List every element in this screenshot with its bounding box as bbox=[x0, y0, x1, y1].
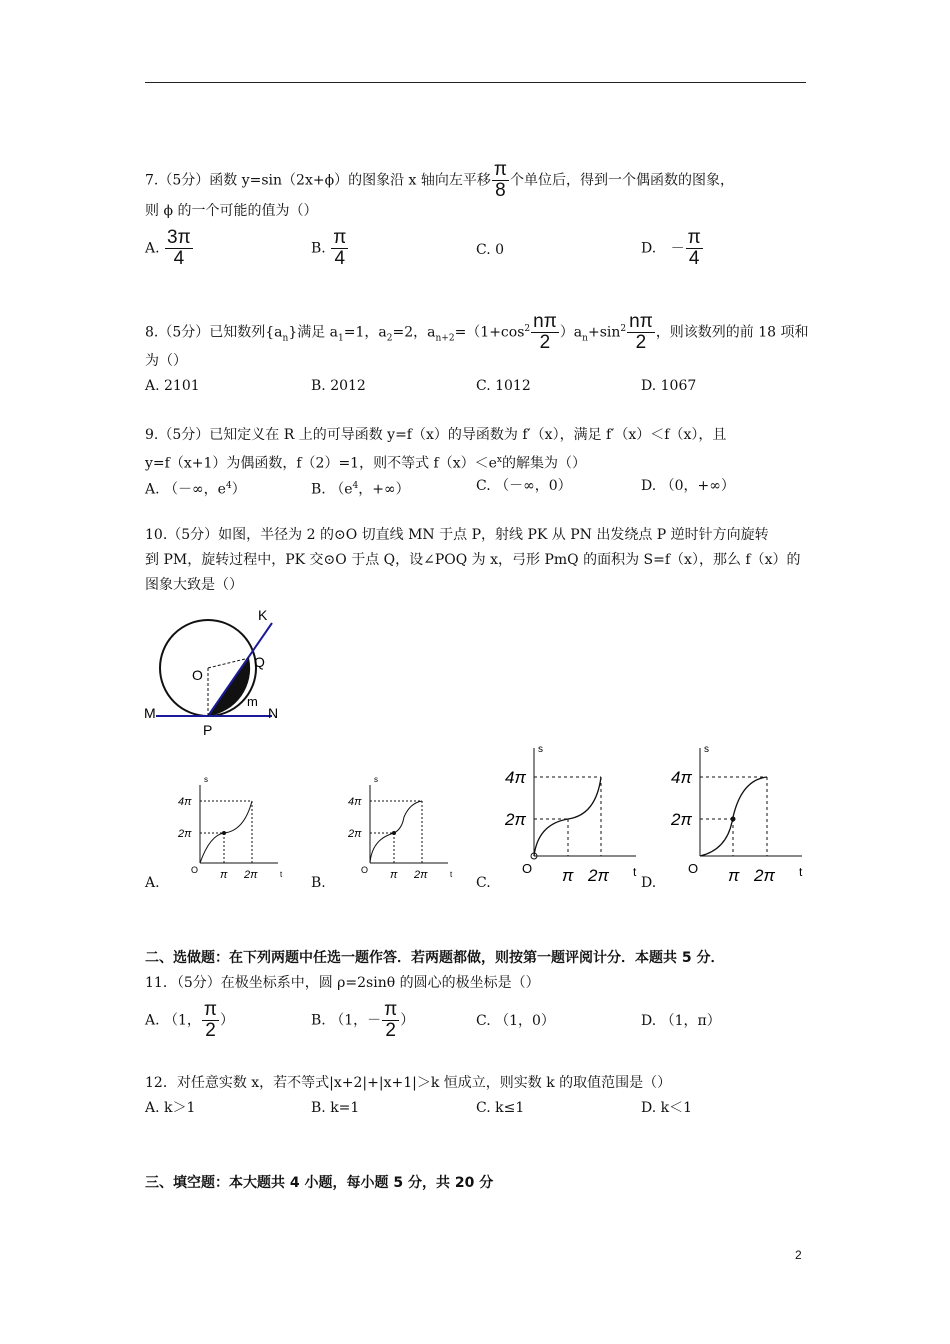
label-x1: π bbox=[390, 869, 398, 881]
q10-circle-figure bbox=[140, 605, 290, 740]
q12-option-a: A. k＞1 bbox=[145, 1100, 196, 1116]
q7-option-a-den: 4 bbox=[173, 248, 185, 269]
q8-stem-b2: +sin bbox=[587, 324, 621, 341]
q8-frac-1-num: nπ bbox=[533, 311, 557, 332]
q11-option-a bbox=[145, 1000, 234, 1041]
q9-sup-x: x bbox=[496, 455, 502, 465]
q7-option-a-frac bbox=[165, 228, 193, 269]
q12-option-c: C. k≤1 bbox=[476, 1100, 525, 1116]
q8-stem-b: ）a bbox=[559, 324, 583, 341]
q11-stem: 11．（5分）在极坐标系中，圆 ρ=2sinθ 的圆心的极坐标是（） bbox=[145, 975, 540, 991]
q8-sub-n: n bbox=[282, 333, 289, 344]
q10-stem-line3: 图象大致是（） bbox=[145, 577, 243, 593]
label-y4: 4π bbox=[671, 768, 692, 787]
q7-option-a-num: 3π bbox=[167, 227, 191, 248]
q8-frac-2-num: nπ bbox=[629, 311, 653, 332]
label-t: t bbox=[450, 870, 453, 879]
q9-line2a: y=f（x+1）为偶函数，f（2）=1，则不等式 f（x）＜e bbox=[145, 455, 497, 472]
q7-option-b-den: 4 bbox=[334, 248, 346, 269]
q9-option-c: C. （－∞，0） bbox=[476, 478, 572, 494]
label-y4: 4π bbox=[178, 796, 192, 808]
q8-stem-a4: =2，a bbox=[392, 324, 436, 341]
q7-frac-num: π bbox=[493, 159, 508, 180]
label-origin: O bbox=[522, 861, 533, 876]
q12-option-b: B. k=1 bbox=[311, 1100, 360, 1116]
q10-option-c: C. bbox=[476, 875, 491, 891]
section3-heading: 三、填空题：本大题共 4 小题，每小题 5 分，共 20 分 bbox=[145, 1175, 494, 1191]
q11-option-a-den: 2 bbox=[205, 1020, 216, 1041]
label-p: P bbox=[203, 722, 213, 738]
q8-sup-2a: 2 bbox=[524, 323, 531, 334]
q9-line2b: 的解集为（） bbox=[501, 455, 586, 472]
label-y2: 2π bbox=[348, 828, 362, 840]
q7-option-d-num: π bbox=[687, 227, 701, 248]
q11-option-a-b: ） bbox=[220, 1012, 235, 1029]
q7-option-b-frac bbox=[331, 228, 348, 269]
label-s: s bbox=[374, 775, 378, 784]
q11-option-a-num: π bbox=[203, 999, 218, 1020]
q9-option-a bbox=[145, 476, 246, 500]
q7-option-d-frac bbox=[686, 228, 703, 269]
q9-option-b-sup: 4 bbox=[352, 481, 359, 491]
q8-stem-line1 bbox=[145, 312, 809, 353]
header-rule bbox=[145, 82, 806, 83]
q12-stem: 12．对任意实数 x，若不等式|x+2|+|x+1|＞k 恒成立，则实数 k 的取值范围是（） bbox=[145, 1075, 672, 1091]
label-k: K bbox=[258, 607, 268, 623]
q8-stem-a: 8.（5分）已知数列{a bbox=[145, 324, 283, 341]
q8-stem-a5: =（1+cos bbox=[454, 324, 525, 341]
label-x2: 2π bbox=[754, 866, 775, 885]
q11-option-b-b: ） bbox=[400, 1012, 415, 1029]
q7-option-b bbox=[311, 228, 349, 269]
label-origin: O bbox=[361, 865, 369, 875]
label-y2: 2π bbox=[505, 810, 526, 829]
q7-option-d bbox=[641, 228, 704, 269]
q11-option-a-frac bbox=[202, 1000, 219, 1041]
q8-sub-2: 2 bbox=[386, 333, 393, 344]
q8-sub-n-b: n bbox=[582, 333, 588, 344]
label-t: t bbox=[799, 865, 803, 879]
q9-option-b bbox=[311, 476, 410, 500]
label-y2: 2π bbox=[671, 810, 692, 829]
q9-option-a-sup: 4 bbox=[225, 481, 232, 491]
q7-stem-b: 个单位后，得到一个偶函数的图象， bbox=[510, 172, 735, 189]
q8-stem-c: ，则该数列的前 18 项和 bbox=[655, 324, 809, 341]
q8-sup-2b: 2 bbox=[620, 323, 627, 334]
q8-stem-a3: =1，a bbox=[343, 324, 387, 341]
q8-frac-2-den: 2 bbox=[635, 332, 647, 353]
q8-frac-1 bbox=[531, 312, 559, 353]
label-x1: π bbox=[728, 866, 740, 885]
q11-option-b-num: π bbox=[384, 999, 398, 1020]
q9-option-d: D. （0，+∞） bbox=[641, 478, 735, 494]
q7-frac bbox=[492, 160, 509, 201]
q9-option-a-a: A. （－∞，e bbox=[145, 481, 226, 498]
q7-stem-line1 bbox=[145, 160, 734, 201]
label-m: m bbox=[247, 694, 258, 709]
label-x2: 2π bbox=[588, 866, 609, 885]
label-x2: 2π bbox=[414, 869, 428, 881]
q11-option-b-den: 2 bbox=[385, 1020, 396, 1041]
q7-option-b-num: π bbox=[333, 227, 347, 248]
q10-option-d: D. bbox=[641, 875, 657, 891]
q7-option-d-den: 4 bbox=[688, 248, 700, 269]
label-s: s bbox=[204, 775, 208, 784]
label-t: t bbox=[633, 865, 637, 879]
q12-option-d: D. k＜1 bbox=[641, 1100, 693, 1116]
q7-stem-a: 7.（5分）函数 y=sin（2x+ϕ）的图象沿 x 轴向左平移 bbox=[145, 172, 491, 189]
q11-option-d: D. （1，π） bbox=[641, 1013, 721, 1029]
q10-stem-line2: 到 PM，旋转过程中，PK 交⊙O 于点 Q，设∠POQ 为 x，弓形 PmQ 的面积为 S=f（x），那么 f（x）的 bbox=[145, 552, 801, 568]
q11-option-c: C. （1，0） bbox=[476, 1013, 555, 1029]
label-t: t bbox=[280, 870, 283, 879]
q10-graph-c bbox=[500, 742, 650, 887]
curve bbox=[370, 801, 422, 863]
q10-graph-a bbox=[170, 773, 295, 883]
label-x1: π bbox=[220, 869, 228, 881]
q8-option-a: A. 2101 bbox=[145, 378, 200, 394]
q11-option-b bbox=[311, 1000, 414, 1041]
q8-option-c: C. 1012 bbox=[476, 378, 531, 394]
label-y4: 4π bbox=[348, 796, 362, 808]
q10-stem-line1: 10.（5分）如图，半径为 2 的⊙O 切直线 MN 于点 P，射线 PK 从 PN 出发绕点 P 逆时针方向旋转 bbox=[145, 527, 769, 543]
label-origin: O bbox=[688, 861, 699, 876]
label-origin: O bbox=[191, 865, 199, 875]
q10-option-a: A. bbox=[145, 875, 160, 891]
label-y2: 2π bbox=[178, 828, 192, 840]
q10-graph-d bbox=[666, 742, 816, 887]
label-s: s bbox=[704, 744, 709, 755]
q7-stem-line2: 则 ϕ 的一个可能的值为（） bbox=[145, 203, 318, 219]
q9-stem-line2 bbox=[145, 450, 586, 474]
q7-option-a bbox=[145, 228, 194, 269]
q8-option-d: D. 1067 bbox=[641, 378, 697, 394]
label-o: O bbox=[192, 667, 203, 683]
label-q: Q bbox=[254, 654, 265, 670]
q7-option-c: C. 0 bbox=[476, 242, 505, 258]
q9-option-b-b: ，+∞） bbox=[358, 481, 410, 498]
label-y4: 4π bbox=[505, 768, 526, 787]
q7-option-d-label: D. bbox=[641, 240, 657, 257]
curve bbox=[200, 801, 252, 863]
q8-sub-n2: n+2 bbox=[435, 333, 455, 344]
q10-option-b: B. bbox=[311, 875, 326, 891]
q11-option-b-a: B. （1，－ bbox=[311, 1012, 382, 1029]
q9-option-b-a: B. （e bbox=[311, 481, 353, 498]
label-x1: π bbox=[562, 866, 574, 885]
label-s: s bbox=[538, 744, 543, 755]
q8-sub-1: 1 bbox=[338, 333, 344, 344]
q9-stem-line1: 9.（5分）已知定义在 R 上的可导函数 y=f（x）的导函数为 f′（x），满足 f′（x）＜f（x），且 bbox=[145, 427, 727, 443]
q10-graph-b bbox=[340, 773, 465, 883]
label-mm: M bbox=[144, 705, 156, 721]
q7-option-b-label: B. bbox=[311, 240, 326, 257]
q8-frac-2 bbox=[627, 312, 655, 353]
q8-frac-1-den: 2 bbox=[539, 332, 551, 353]
q7-frac-den: 8 bbox=[495, 180, 506, 201]
q11-option-a-a: A. （1， bbox=[145, 1012, 201, 1029]
q8-stem-a2: }满足 a bbox=[288, 324, 339, 341]
label-n: N bbox=[268, 705, 279, 721]
q11-option-b-frac bbox=[382, 1000, 399, 1041]
q7-option-d-sign: － bbox=[670, 240, 685, 257]
page-number: 2 bbox=[795, 1248, 802, 1262]
label-x2: 2π bbox=[244, 869, 258, 881]
q7-option-a-label: A. bbox=[145, 240, 160, 257]
q8-stem-line2: 为（） bbox=[145, 353, 187, 369]
q9-option-a-b: ） bbox=[231, 481, 246, 498]
section2-heading: 二、选做题：在下列两题中任选一题作答．若两题都做，则按第一题评阅计分．本题共 5 分． bbox=[145, 950, 725, 966]
q8-option-b: B. 2012 bbox=[311, 378, 366, 394]
